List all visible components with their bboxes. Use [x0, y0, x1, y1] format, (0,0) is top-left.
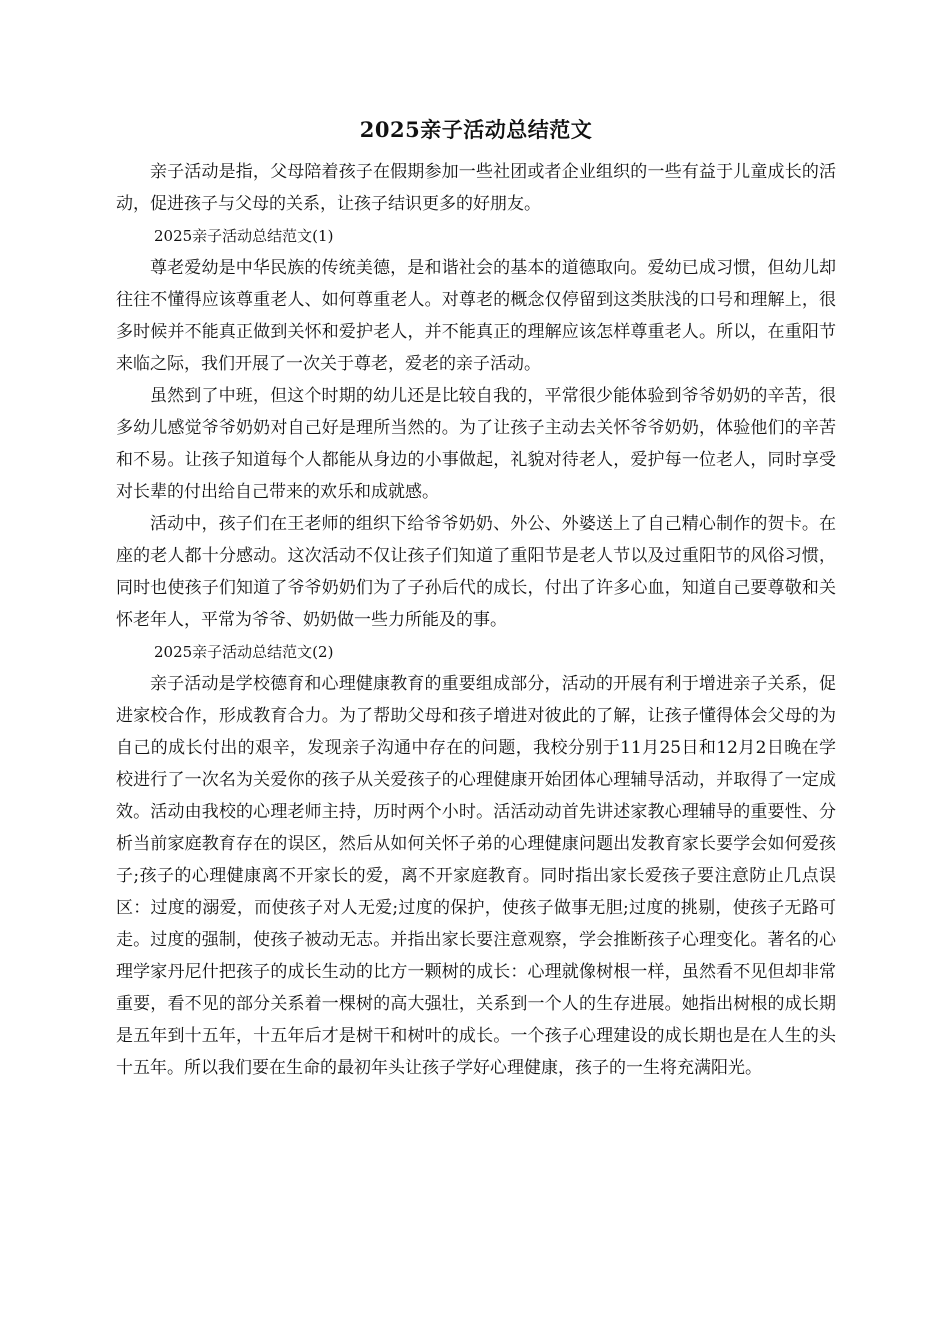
section-1-paragraph-2: 虽然到了中班，但这个时期的幼儿还是比较自我的，平常很少能体验到爷爷奶奶的辛苦，很多幼儿感觉爷爷奶奶对自己好是理所当然的。为了让孩子主动去关怀爷爷奶奶，体验他们的辛苦和不易。让孩子知道每个人都能从身边的小事做起，礼貌对待老人，爱护每一位老人，同时享受对长辈的付出给自己带来的欢乐和成就感。: [116, 386, 836, 502]
section-1-paragraph-3: 活动中，孩子们在王老师的组织下给爷爷奶奶、外公、外婆送上了自己精心制作的贺卡。在座的老人都十分感动。这次活动不仅让孩子们知道了重阳节是老人节以及过重阳节的风俗习惯，同时也使孩子们知道了爷爷奶奶们为了子孙后代的成长，付出了许多心血，知道自己要尊敬和关怀老年人，平常为爷爷、奶奶做一些力所能及的事。: [116, 514, 836, 630]
document-title: 2025亲子活动总结范文: [359, 117, 593, 142]
section-2-paragraph-1: 亲子活动是学校德育和心理健康教育的重要组成部分，活动的开展有利于增进亲子关系，促进家校合作，形成教育合力。为了帮助父母和孩子增进对彼此的了解，让孩子懂得体会父母的为自己的成长付出的艰辛，发现亲子沟通中存在的问题，我校分别于11月25日和12月2日晚在学校进行了一次名为关爱你的孩子从关爱孩子的心理健康开始团体心理辅导活动，并取得了一定成效。活动由我校的心理老师主持，历时两个小时。活活动动首先讲述家教心理辅导的重要性、分析当前家庭教育存在的误区，然后从如何关怀子弟的心理健康问题出发教育家长要学会如何爱孩子;孩子的心理健康离不开家长的爱，离不开家庭教育。同时指出家长爱孩子要注意防止几点误区：过度的溺爱，而使孩子对人无爱;过度的保护，使孩子做事无胆;过度的挑剔，使孩子无路可走。过度的强制，使孩子被动无志。并指出家长要注意观察，学会推断孩子心理变化。著名的心理学家丹尼什把孩子的成长生动的比方一颗树的成长：心理就像树根一样，虽然看不见但却非常重要，看不见的部分关系着一棵树的高大强壮，关系到一个人的生存进展。她指出树根的成长期是五年到十五年，十五年后才是树干和树叶的成长。一个孩子心理建设的成长期也是在人生的头十五年。所以我们要在生命的最初年头让孩子学好心理健康，孩子的一生将充满阳光。: [116, 674, 836, 1078]
section-heading-1: 2025亲子活动总结范文(1): [154, 227, 334, 245]
document-page: [116, 108, 836, 1084]
section-heading-2: 2025亲子活动总结范文(2): [154, 643, 334, 661]
section-1-paragraph-1: 尊老爱幼是中华民族的传统美德，是和谐社会的基本的道德取向。爱幼已成习惯，但幼儿却往往不懂得应该尊重老人、如何尊重老人。对尊老的概念仅停留到这类肤浅的口号和理解上，很多时候并不能真正做到关怀和爱护老人，并不能真正的理解应该怎样尊重老人。所以，在重阳节来临之际，我们开展了一次关于尊老，爱老的亲子活动。: [116, 258, 836, 374]
intro-paragraph: 亲子活动是指，父母陪着孩子在假期参加一些社团或者企业组织的一些有益于儿童成长的活动，促进孩子与父母的关系，让孩子结识更多的好朋友。: [116, 162, 836, 214]
